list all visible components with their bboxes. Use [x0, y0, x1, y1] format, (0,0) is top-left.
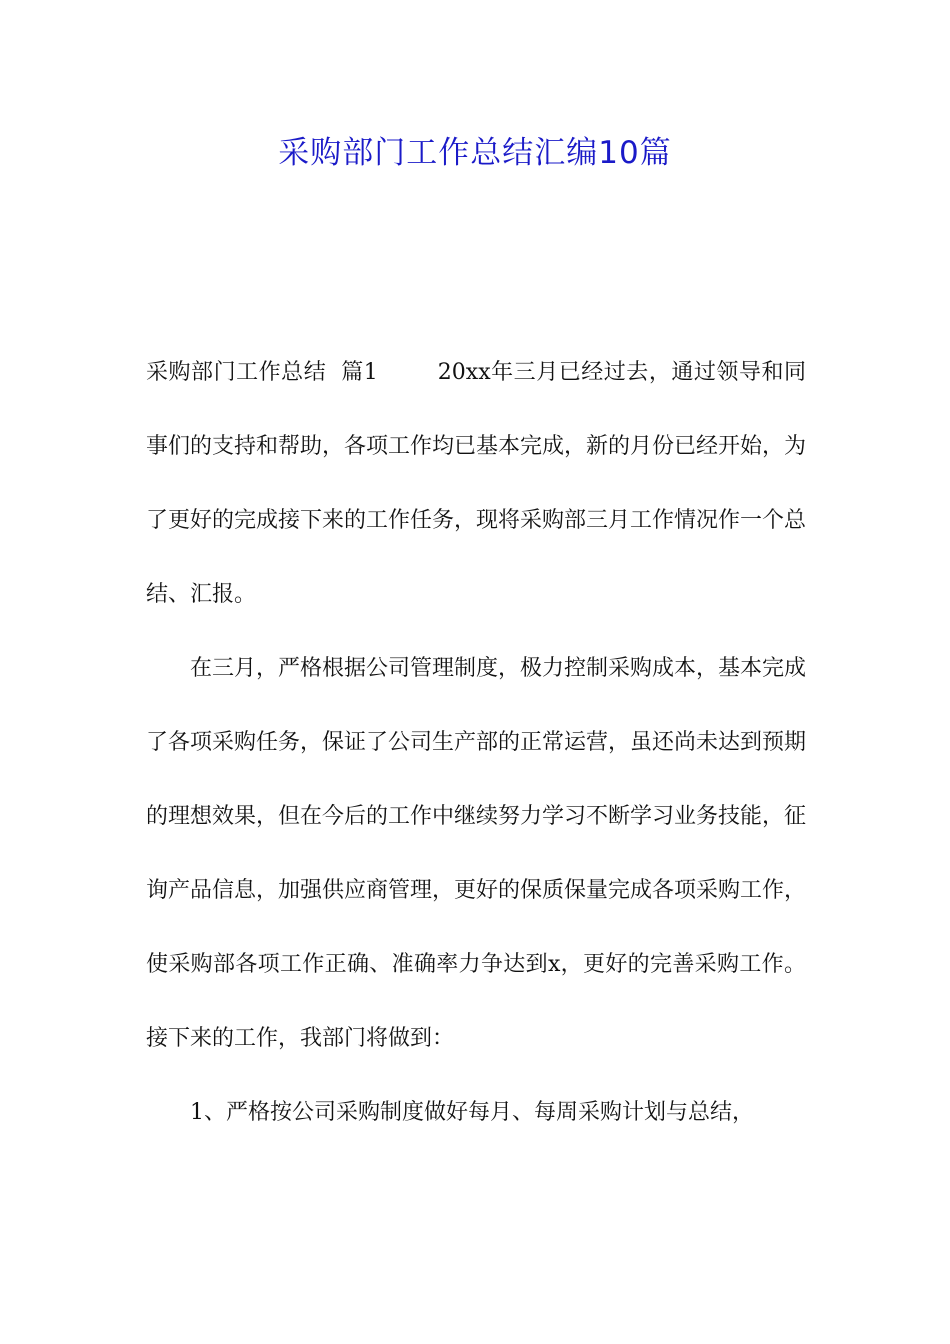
section-1-heading: 采购部门工作总结 篇1	[146, 360, 378, 385]
section-1-paragraph	[146, 336, 806, 632]
section-1-intro: 20xx年三月已经过去，通过领导和同事们的支持和帮助，各项工作均已基本完成，新的月份已经开始，为了更好的完成接下来的工作任务，现将采购部三月工作情况作一个总结、汇报。	[146, 360, 807, 607]
document-title: 采购部门工作总结汇编10篇	[278, 135, 672, 171]
paragraph-2: 在三月，严格根据公司管理制度，极力控制采购成本，基本完成了各项采购任务，保证了公司生产部的正常运营，虽还尚未达到预期的理想效果，但在今后的工作中继续努力学习不断学习业务技能，征询产品信息，加强供应商管理，更好的保质保量完成各项采购工作，使采购部各项工作正确、准确率力争达到x，更好的完善采购工作。接下来的工作，我部门将做到：	[146, 656, 807, 1051]
document-body	[146, 336, 806, 1150]
list-item-1: 1、严格按公司采购制度做好每月、每周采购计划与总结，	[190, 1100, 754, 1125]
